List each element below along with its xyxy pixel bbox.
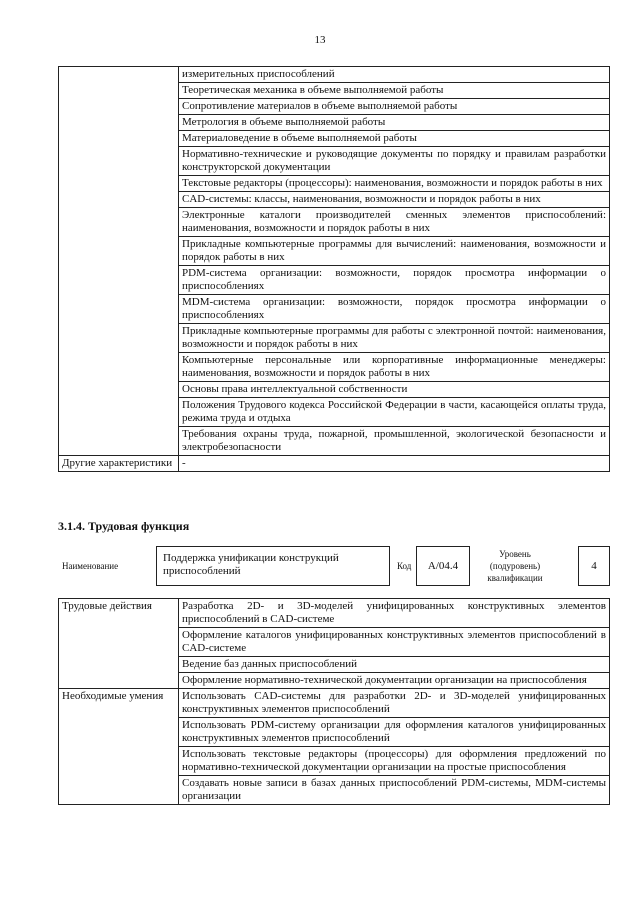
knowledge-table xyxy=(58,66,610,472)
skill-item: Использовать PDM-систему организации для оформления каталогов унифицированных конструктивных элементов приспособлений xyxy=(179,718,610,747)
other-characteristics-value: - xyxy=(179,456,610,472)
other-characteristics-label: Другие характеристики xyxy=(59,456,179,472)
knowledge-item: Теоретическая механика в объеме выполняемой работы xyxy=(179,83,610,99)
knowledge-item: Прикладные компьютерные программы для вычислений: наименования, возможности и порядок работы в них xyxy=(179,237,610,266)
action-item: Ведение баз данных приспособлений xyxy=(179,657,610,673)
function-header xyxy=(58,546,610,586)
knowledge-item: измерительных приспособлений xyxy=(179,67,610,83)
knowledge-item: Материаловедение в объеме выполняемой работы xyxy=(179,131,610,147)
name-value: Поддержка унификации конструкций приспособлений xyxy=(156,546,390,586)
level-value: 4 xyxy=(578,546,610,586)
skill-item: Использовать текстовые редакторы (процессоры) для оформления предложений по нормативно-технической документации организации на простые приспособления xyxy=(179,747,610,776)
page-number: 13 xyxy=(314,34,326,46)
skills-label: Необходимые умения xyxy=(59,689,179,805)
table-row xyxy=(59,67,610,83)
knowledge-item: Требования охраны труда, пожарной, промышленной, экологической безопасности и электробезопасности xyxy=(179,427,610,456)
knowledge-item: Положения Трудового кодекса Российской Федерации в части, касающейся оплаты труда, режима труда и отдыха xyxy=(179,398,610,427)
knowledge-item: Прикладные компьютерные программы для работы с электронной почтой: наименования, возможности и порядок работы в них xyxy=(179,324,610,353)
skill-item: Использовать CAD-системы для разработки 2D- и 3D-моделей унифицированных конструктивных элементов приспособлений xyxy=(179,689,610,718)
knowledge-item: PDM-система организации: возможности, порядок просмотра информации о приспособлениях xyxy=(179,266,610,295)
action-item: Разработка 2D- и 3D-моделей унифицированных конструктивных элементов приспособлений в CAD-системе xyxy=(179,599,610,628)
knowledge-item: Нормативно-технические и руководящие документы по порядку и правилам разработки конструкторской документации xyxy=(179,147,610,176)
knowledge-label-cell xyxy=(59,67,179,456)
knowledge-item: Компьютерные персональные или корпоративные информационные менеджеры: наименования, возможности и порядок работы в них xyxy=(179,353,610,382)
skill-item: Создавать новые записи в базах данных приспособлений PDM-системы, MDM-системы организации xyxy=(179,776,610,805)
knowledge-item: CAD-системы: классы, наименования, возможности и порядок работы в них xyxy=(179,192,610,208)
code-value: A/04.4 xyxy=(416,546,470,586)
function-table xyxy=(58,598,610,805)
knowledge-item: Электронные каталоги производителей сменных элементов приспособлений: наименования, возможности и порядок работы в них xyxy=(179,208,610,237)
knowledge-item: Текстовые редакторы (процессоры): наименования, возможности и порядок работы в них xyxy=(179,176,610,192)
name-label: Наименование xyxy=(62,561,119,571)
knowledge-item: Метрология в объеме выполняемой работы xyxy=(179,115,610,131)
action-item: Оформление нормативно-технической документации организации на приспособления xyxy=(179,673,610,689)
knowledge-item: MDM-система организации: возможности, порядок просмотра информации о приспособлениях xyxy=(179,295,610,324)
table-row xyxy=(59,689,610,718)
level-label: Уровень (подуровень) квалификации xyxy=(487,549,543,583)
action-item: Оформление каталогов унифицированных конструктивных элементов приспособлений в CAD-системе xyxy=(179,628,610,657)
table-row xyxy=(59,456,610,472)
knowledge-item: Основы права интеллектуальной собственности xyxy=(179,382,610,398)
knowledge-item: Сопротивление материалов в объеме выполняемой работы xyxy=(179,99,610,115)
table-row xyxy=(59,599,610,628)
actions-label: Трудовые действия xyxy=(59,599,179,689)
section-heading: 3.1.4. Трудовая функция xyxy=(58,519,190,533)
code-label: Код xyxy=(397,561,412,571)
